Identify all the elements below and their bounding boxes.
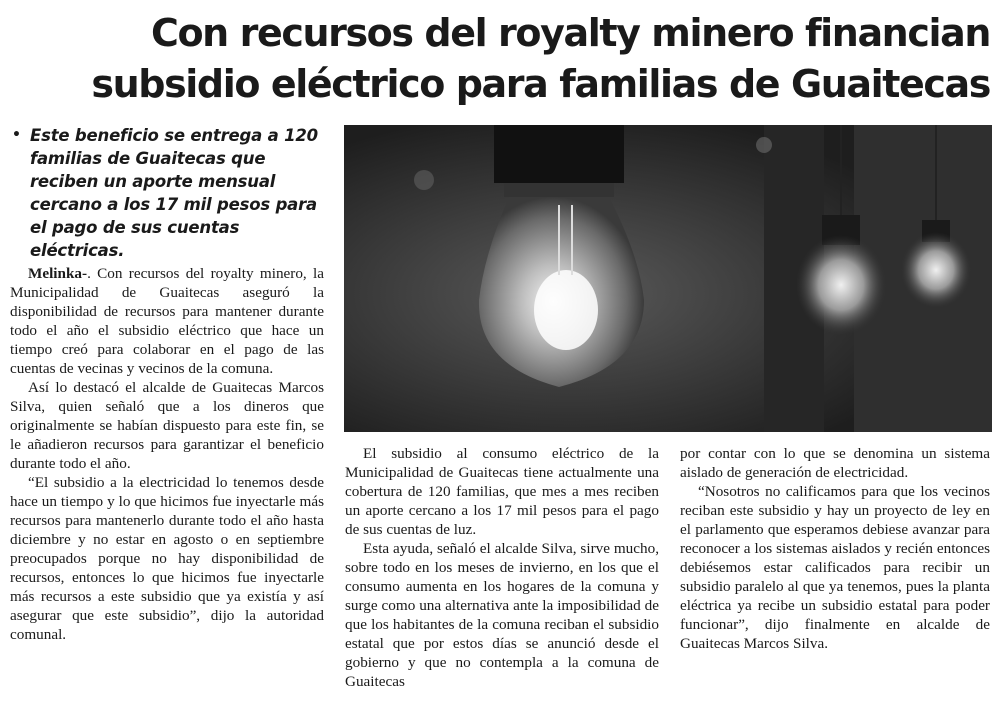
article-column-2 bbox=[345, 444, 659, 691]
bullet-icon: • bbox=[12, 127, 21, 143]
lead-summary bbox=[12, 124, 334, 262]
paragraph-6: “Nosotros no calificamos para que los vecinos reciban este subsidio y hay un proyecto de ley en el parlamento que esperamos debiese avanzar para reconocer a los sistemas aislados y recién entonces debiésemos estar calificados para recibir un subsidio paralelo al que ya tenemos, pues la planta eléctrica ya recibe un subsidio estatal para poder funcionar”, dijo finalmente en alcalde de Guaitecas Marcos Silva. bbox=[680, 483, 990, 652]
paragraph-2: Así lo destacó el alcalde de Guaitecas Marcos Silva, quien señaló que a los dineros que originalmente se habían dispuesto para este fin, se le añadieron recursos para garantizar el beneficio durante todo el año. bbox=[10, 379, 324, 472]
paragraph-4: El subsidio al consumo eléctrico de la Municipalidad de Guaitecas tiene actualmente una cobertura de 120 familias, que mes a mes reciben un aporte cercano a los 17 mil pesos para el pago de sus cuentas de luz. bbox=[345, 445, 659, 538]
article-column-3 bbox=[680, 444, 990, 653]
headline-line-1: Con recursos del royalty minero financian bbox=[150, 11, 990, 55]
lead-text: Este beneficio se entrega a 120 familias de Guaitecas que reciben un aporte mensual cercano a los 17 mil pesos para el pago de sus cuentas eléctricas. bbox=[30, 126, 318, 260]
paragraph-5: Esta ayuda, señaló el alcalde Silva, sirve mucho, sobre todo en los meses de invierno, en los que el consumo aumenta en los hogares de la comuna y surge como una alternativa ante la imposibilidad de que los habitantes de la comuna reciban el subsidio estatal que por estos días se anunció desde el gobierno y que no contempla a la comuna de Guaitecas bbox=[345, 540, 659, 690]
headline-line-2: subsidio eléctrico para familias de Guaitecas bbox=[91, 62, 990, 106]
light-bulb-image bbox=[344, 125, 992, 432]
paragraph-3: “El subsidio a la electricidad lo tenemos desde hace un tiempo y lo que hicimos fue inyectarle más recursos para mantenerlo durante todo el año hasta diciembre y no estar en agosto o en septiembre preocupados porque no hay disponibilidad de recursos, entonces lo que hicimos fue inyectarle más recursos a este subsidio que ya existía y así asegurar que este subsidio”, dijo la autoridad comunal. bbox=[10, 474, 324, 643]
paragraph-1-text: . Con recursos del royalty minero, la Municipalidad de Guaitecas aseguró la disponibilidad de recursos para mantener durante todo el año el subsidio eléctrico que hace un tiempo creó para colaborar en el pago de las cuentas de vecinas y vecinos de la comuna. bbox=[10, 265, 324, 377]
dateline: Melinka- bbox=[28, 265, 88, 282]
headline bbox=[90, 8, 990, 110]
paragraph-1 bbox=[10, 264, 324, 378]
article-column-1 bbox=[10, 264, 324, 644]
paragraph-5-continued: por contar con lo que se denomina un sistema aislado de generación de electricidad. bbox=[680, 445, 990, 481]
light-bulb-photo bbox=[344, 125, 992, 432]
